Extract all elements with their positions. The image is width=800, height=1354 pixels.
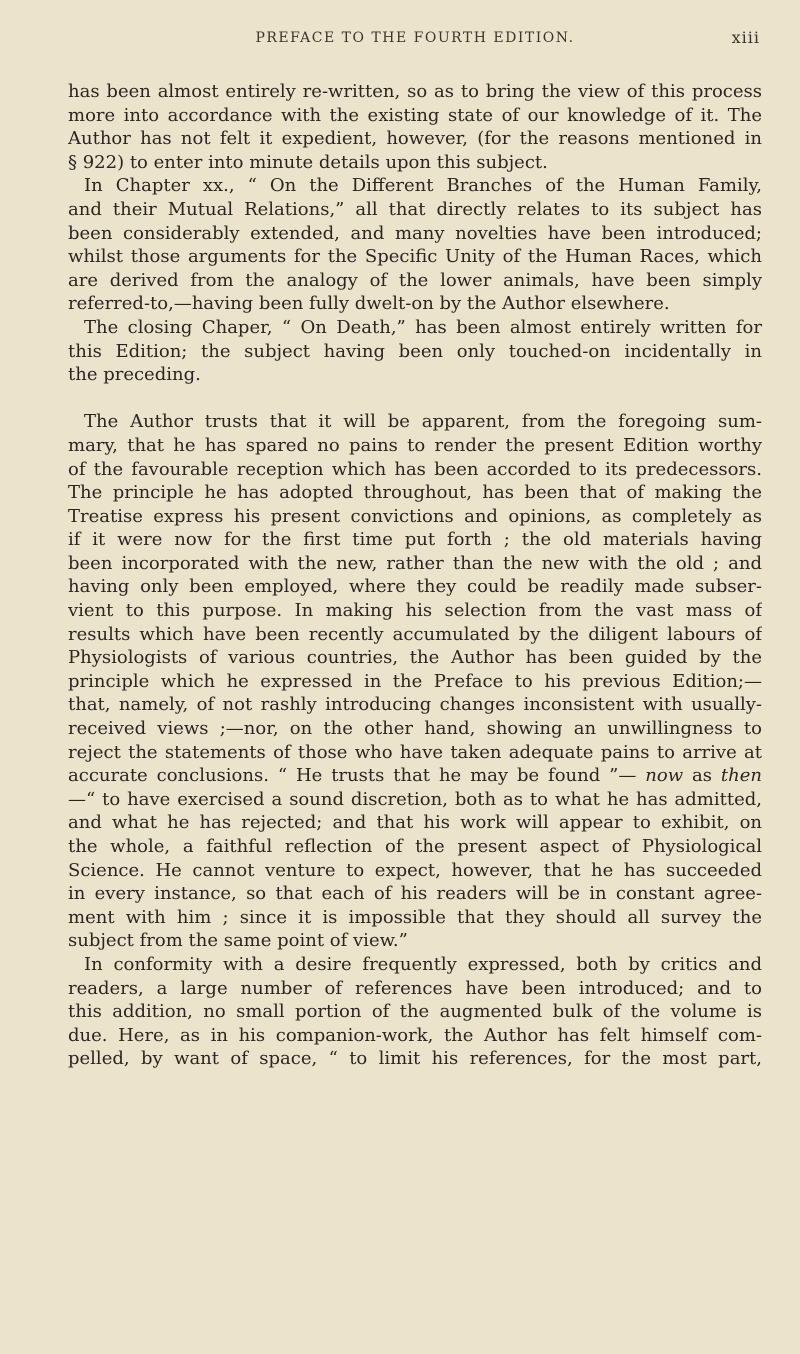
paragraph (68, 410, 762, 953)
paragraph (68, 316, 762, 387)
text-line: vient to this purpose. In making his selection from the vast mass of (68, 600, 762, 622)
text-line: results which have been recently accumulated by the diligent labours of (68, 623, 762, 645)
text-line: Science. He cannot venture to expect, however, that he has succeeded (68, 859, 762, 881)
text-line: if it were now for the first time put forth ; the old materials having (68, 529, 762, 551)
text-line: of the favourable reception which has been accorded to its predecessors. (68, 458, 762, 480)
running-title: PREFACE TO THE FOURTH EDITION. (255, 30, 575, 46)
text-line: referred-to,—having been fully dwelt-on by the Author elsewhere. (68, 293, 670, 315)
italic-word: now (645, 765, 684, 787)
paragraph-gap (68, 387, 762, 411)
text-line: are derived from the analogy of the lower animals, have been simply (68, 269, 762, 291)
paragraph (68, 953, 762, 1071)
text-line: Treatise express his present convictions and opinions, as completely as (68, 505, 762, 527)
text-line: Author has not felt it expedient, however, (for the reasons mentioned in (68, 128, 762, 150)
page-number: xiii (731, 28, 760, 47)
text-line: in every instance, so that each of his readers will be in constant agree- (68, 883, 762, 905)
text-line: that, namely, of not rashly introducing changes inconsistent with usually- (68, 694, 762, 716)
text-line: subject from the same point of view.” (68, 930, 408, 952)
text-line: In conformity with a desire frequently expressed, both by critics and (84, 953, 762, 975)
text-line (68, 764, 762, 788)
text-run: accurate conclusions. “ He trusts that he may be found ”— (68, 765, 637, 787)
text-run: as (692, 765, 712, 787)
text-line: this addition, no small portion of the augmented bulk of the volume is (68, 1001, 762, 1023)
text-line: whilst those arguments for the Specific Unity of the Human Races, which (68, 246, 762, 268)
text-line: The principle he has adopted throughout, has been that of making the (68, 482, 762, 504)
text-line: Physiologists of various countries, the Author has been guided by the (68, 647, 762, 669)
text-line: The Author trusts that it will be apparent, from the foregoing sum- (84, 411, 762, 433)
text-line: this Edition; the subject having been only touched-on incidentally in (68, 340, 762, 362)
text-line: ment with him ; since it is impossible that they should all survey the (68, 906, 762, 928)
page-header (70, 26, 760, 54)
text-line: due. Here, as in his companion-work, the Author has felt himself com- (68, 1024, 762, 1046)
paragraph (68, 80, 762, 174)
text-line: and what he has rejected; and that his work will appear to exhibit, on (68, 812, 762, 834)
text-line: been incorporated with the new, rather than the new with the old ; and (68, 552, 762, 574)
text-line: having only been employed, where they could be readily made subser- (68, 576, 762, 598)
body-text (68, 80, 762, 1071)
text-line: mary, that he has spared no pains to render the present Edition worthy (68, 434, 762, 456)
italic-word: then (720, 765, 762, 787)
text-line: the preceding. (68, 364, 201, 386)
text-line: reject the statements of those who have taken adequate pains to arrive at (68, 741, 762, 763)
text-line: the whole, a faithful reflection of the present aspect of Physiological (68, 836, 762, 857)
text-line: readers, a large number of references have been introduced; and to (68, 977, 762, 999)
text-line: The closing Chaper, “ On Death,” has been almost entirely written for (84, 316, 762, 338)
text-line: has been almost entirely re-written, so as to bring the view of this process (68, 81, 762, 102)
text-line: principle which he expressed in the Preface to his previous Edition;— (68, 670, 762, 692)
text-line: —“ to have exercised a sound discretion, both as to what he has admitted, (68, 788, 762, 810)
text-line: received views ;—nor, on the other hand, showing an unwillingness to (68, 718, 762, 740)
text-line: and their Mutual Relations,” all that directly relates to its subject has (68, 198, 762, 220)
text-line: more into accordance with the existing state of our knowledge of it. The (68, 104, 762, 126)
text-line: pelled, by want of space, “ to limit his references, for the most part, (68, 1048, 762, 1070)
text-line: In Chapter xx., “ On the Different Branches of the Human Family, (84, 175, 762, 197)
text-line: § 922) to enter into minute details upon this subject. (68, 151, 548, 173)
paragraph (68, 174, 762, 316)
text-line: been considerably extended, and many novelties have been introduced; (68, 222, 762, 244)
